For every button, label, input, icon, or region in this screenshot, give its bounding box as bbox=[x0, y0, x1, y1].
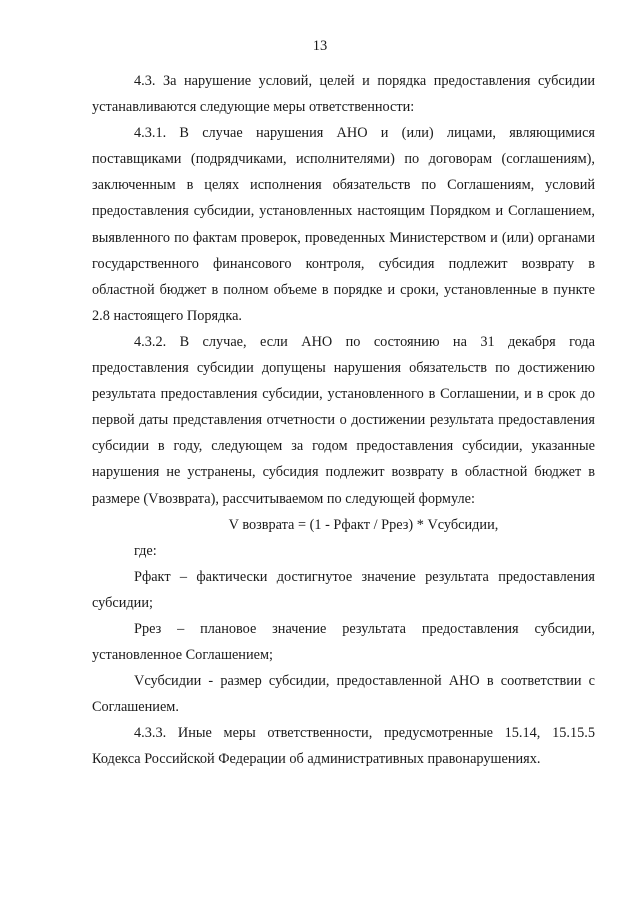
page-number: 13 bbox=[312, 38, 328, 54]
definition-rfakt: Рфакт – фактически достигнутое значение результата предоставления субсидии; bbox=[92, 568, 595, 611]
refund-formula: V возврата = (1 - Рфакт / Ррез) * Vсубсидии, bbox=[228, 516, 499, 533]
definition-rrez: Ррез – плановое значение результата предоставления субсидии, установленное Соглашением; bbox=[92, 620, 595, 664]
paragraph-4-3-3: 4.3.3. Иные меры ответственности, предусмотренные 15.14, 15.15.5 Кодекса Российской Федерации об административных правонарушениях. bbox=[92, 725, 595, 768]
paragraph-4-3-1: 4.3.1. В случае нарушения АНО и (или) лицами, являющимися поставщиками (подрядчиками, исполнителями) по договорам (соглашениям), заключенным в целях исполнения обязательств по Соглашениям, условий предоставления субсидии, установленных настоящим Порядком и Соглашением, выявленного по фактам проверок, проведенных Министерством и (или) органами государственного финансового контроля, субсидия подлежит возврату в областной бюджет в полном объеме в порядке и сроки, установленные в пункте 2.8 настоящего Порядка. bbox=[92, 125, 595, 324]
formula-where-label: где: bbox=[134, 542, 157, 559]
paragraph-4-3: 4.3. За нарушение условий, целей и порядка предоставления субсидии устанавливаются следующие меры ответственности: bbox=[92, 73, 595, 116]
document-body bbox=[92, 68, 595, 773]
paragraph-4-3-2: 4.3.2. В случае, если АНО по состоянию на 31 декабря года предоставления субсидии допущены нарушения обязательств по достижению результата предоставления субсидии, установленного в Соглашении, и в срок до первой даты представления отчетности о достижении результата предоставления субсидии в году, следующем за годом предоставления субсидии, указанные нарушения не устранены, субсидия подлежит возврату в областной бюджет в размере (Vвозврата), рассчитываемом по следующей формуле: bbox=[92, 333, 595, 507]
definition-vsubsidii: Vсубсидии - размер субсидии, предоставленной АНО в соответствии с Соглашением. bbox=[92, 673, 595, 716]
